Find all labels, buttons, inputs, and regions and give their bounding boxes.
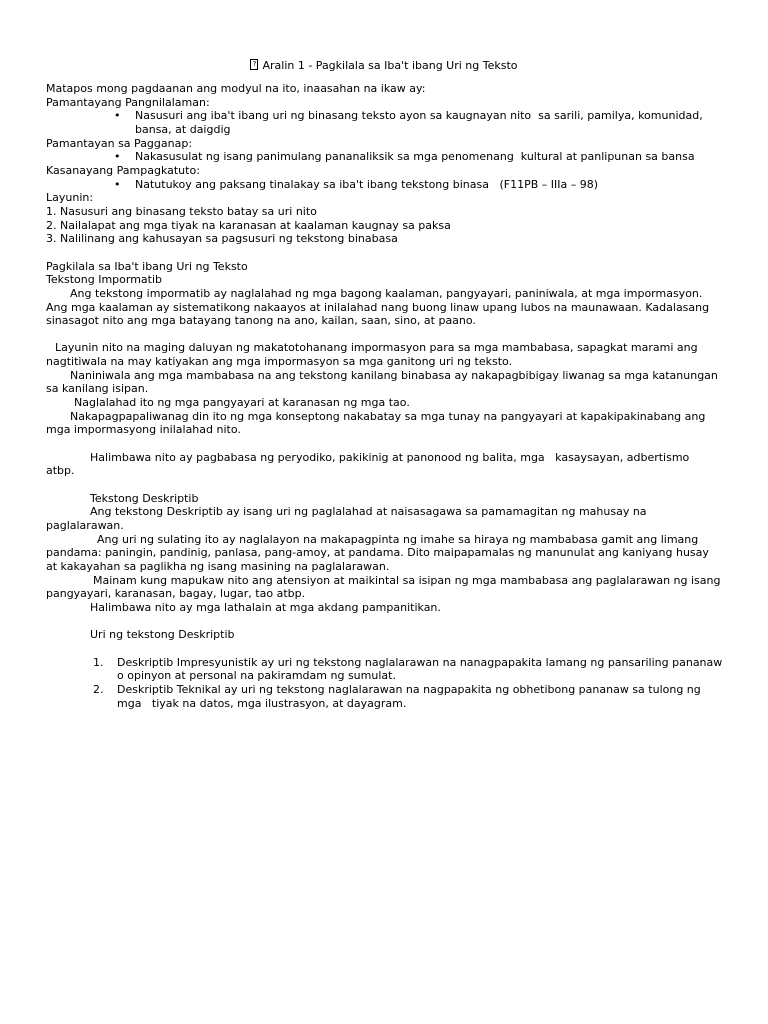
item-number: 2. [93, 682, 104, 696]
goals-heading: Layunin: [46, 191, 94, 205]
blank-line [46, 437, 758, 451]
goal-item: 2. Nailalapat ang mga tiyak na karanasan at kaalaman kaugnay sa paksa [46, 218, 451, 232]
blank-line [46, 478, 758, 492]
paragraph-line: Naniniwala ang mga mambabasa na ang tekstong kanilang binabasa ay nakapagbibigay liwanag sa mga katanungan [70, 368, 718, 382]
document-title-text: Aralin 1 - Pagkilala sa Iba't ibang Uri ng Teksto [262, 59, 518, 72]
paragraph-line: pandama: paningin, pandinig, panlasa, pang-amoy, at pandama. Dito maipapamalas ng manunulat ang kaniyang husay [46, 546, 709, 560]
goal-item: 1. Nasusuri ang binasang teksto batay sa uri nito [46, 204, 317, 218]
paragraph-line: mga impormasyong inilalahad nito. [46, 423, 241, 437]
paragraph-line: sa kanilang isipan. [46, 382, 149, 396]
numbered-item [46, 656, 758, 670]
paragraph-line: Layunin nito na maging daluyan ng makatotohanang impormasyon para sa mga mambabasa, sapagkat marami ang [55, 341, 698, 355]
intro-line: Matapos mong pagdaanan ang modyul na ito, inaasahan na ikaw ay: [46, 82, 426, 95]
goal-item: 3. Nalilinang ang kahusayan sa pagsusuri ng tekstong binabasa [46, 232, 398, 246]
paragraph-line: Naglalahad ito ng mga pangyayari at karanasan ng mga tao. [74, 396, 410, 410]
performance-standard-heading: Pamantayan sa Pagganap: [46, 136, 193, 150]
missing-glyph-icon [250, 59, 258, 70]
paragraph-line: nagtitiwala na may katiyakan ang mga impormasyon sa mga ganitong uri ng teksto. [46, 355, 513, 369]
bullet-text: Nasusuri ang iba't ibang uri ng binasang teksto ayon sa kaugnayan nito sa sarili, pamilya, komunidad, [135, 109, 703, 123]
numbered-item [46, 683, 758, 697]
bullet-icon: • [114, 177, 121, 191]
descriptive-heading: Tekstong Deskriptib [90, 491, 199, 505]
learning-competency-heading: Kasanayang Pampagkatuto: [46, 163, 200, 177]
paragraph-line: Ang mga kaalaman ay sistematikong nakaayos at inilalahad nang buong linaw upang lubos na maunawaan. Kadalasang [46, 300, 710, 314]
item-text: Deskriptib Impresyunistik ay uri ng tekstong naglalarawan na nanagpapakita lamang ng pansariling pananaw [117, 655, 723, 669]
document-body [46, 82, 758, 710]
paragraph-line: pangyayari, karanasan, bagay, lugar, tao atbp. [46, 587, 306, 601]
paragraph-line: atbp. [46, 464, 75, 478]
bullet-text: Natutukoy ang paksang tinalakay sa iba't ibang tekstong binasa (F11PB – IIIa – 98) [135, 177, 599, 191]
blank-line [46, 615, 758, 629]
paragraph-line: Mainam kung mapukaw nito ang atensiyon at maikintal sa isipan ng mga mambabasa ang paglalarawan ng isang [93, 573, 721, 587]
bullet-text-continuation: bansa, at daigdig [135, 122, 231, 136]
blank-line [46, 642, 758, 656]
blank-line [46, 328, 758, 342]
lesson-heading: Pagkilala sa Iba't ibang Uri ng Teksto [46, 259, 248, 273]
item-number: 1. [93, 655, 104, 669]
document-title [0, 59, 768, 73]
paragraph-line: sinasagot nito ang mga batayang tanong na ano, kailan, saan, sino, at paano. [46, 314, 476, 328]
paragraph-line: at kakayahan sa paglikha ng isang masining na paglalarawan. [46, 559, 390, 573]
paragraph-line: Nakapagpapaliwanag din ito ng mga konseptong nakabatay sa mga tunay na pangyayari at kapakipakinabang ang [70, 409, 706, 423]
paragraph-line: Halimbawa nito ay pagbabasa ng peryodiko, pakikinig at panonood ng balita, mga kasaysayan, adbertismo [90, 450, 690, 464]
paragraph-line: Ang tekstong impormatib ay naglalahad ng mga bagong kaalaman, pangyayari, paniniwala, at mga impormasyon. [70, 286, 703, 300]
bullet-item [46, 150, 758, 164]
item-text-continuation: mga tiyak na datos, mga ilustrasyon, at dayagram. [117, 696, 407, 710]
bullet-item [46, 109, 758, 123]
paragraph-line: Ang uri ng sulating ito ay naglalayon na makapagpinta ng imahe sa hiraya ng mambabasa gamit ang limang [97, 532, 699, 546]
paragraph-line: Halimbawa nito ay mga lathalain at mga akdang pampanitikan. [90, 600, 441, 614]
blank-line [46, 246, 758, 260]
informative-heading: Tekstong Impormatib [46, 273, 163, 287]
bullet-icon: • [114, 150, 121, 164]
bullet-text: Nakasusulat ng isang panimulang pananaliksik sa mga penomenang kultural at panlipunan sa bansa [135, 150, 695, 164]
paragraph-line: Ang tekstong Deskriptib ay isang uri ng paglalahad at naisasagawa sa pamamagitan ng mahusay na [90, 505, 647, 519]
bullet-item [46, 178, 758, 192]
bullet-icon: • [114, 109, 121, 123]
content-standard-heading: Pamantayang Pangnilalaman: [46, 95, 210, 109]
item-text: Deskriptib Teknikal ay uri ng tekstong naglalarawan na nagpapakita ng obhetibong pananaw sa tulong ng [117, 682, 701, 696]
item-text-continuation: o opinyon at personal na pakiramdam ng sumulat. [117, 669, 396, 683]
descriptive-types-heading: Uri ng tekstong Deskriptib [90, 628, 235, 642]
paragraph-line: paglalarawan. [46, 519, 124, 532]
